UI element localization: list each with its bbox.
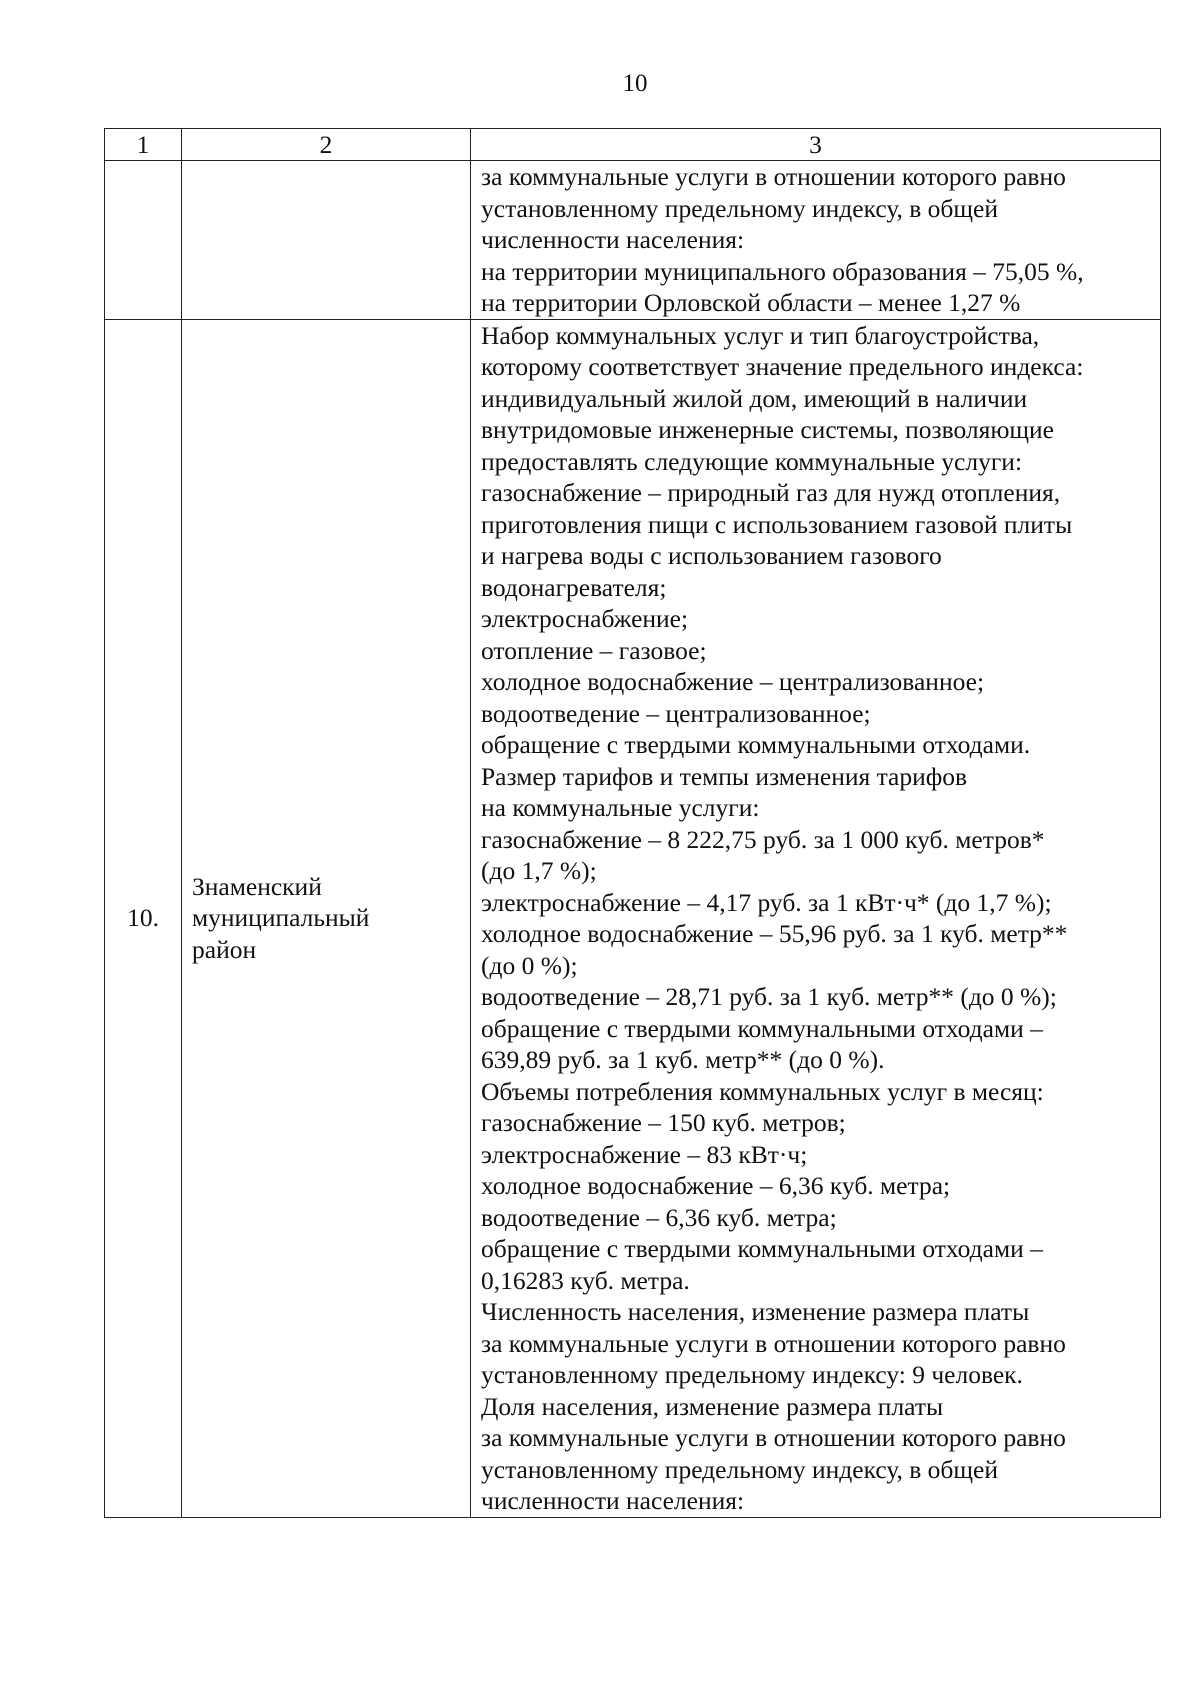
text-line: численности населения:	[481, 225, 745, 254]
tariff-table	[104, 128, 1161, 1518]
text-line: холодное водоснабжение – централизованное;	[481, 667, 985, 696]
text-line: водоотведение – 6,36 куб. метра;	[481, 1202, 837, 1232]
table-header-row	[105, 129, 1161, 161]
municipality-name-line: район	[192, 934, 257, 964]
row-text-cell	[471, 319, 1161, 1517]
text-line: газоснабжение – 150 куб. метров;	[481, 1108, 846, 1137]
text-line: водонагревателя;	[481, 572, 667, 602]
text-line: установленному предельному индексу: 9 человек.	[481, 1360, 1023, 1389]
text-line: за коммунальные услуги в отношении которого равно	[481, 162, 1066, 191]
text-line: обращение с твердыми коммунальными отходами.	[481, 730, 1031, 759]
text-line: электроснабжение – 4,17 руб. за 1 кВт·ч* (до 1,7 %);	[481, 887, 1052, 917]
text-line: электроснабжение – 83 кВт·ч;	[481, 1139, 808, 1169]
text-line: газоснабжение – 8 222,75 руб. за 1 000 куб. метров*	[481, 824, 1045, 854]
header-col-1: 1	[105, 129, 182, 161]
text-line: Доля населения, изменение размера платы	[481, 1391, 944, 1421]
text-line: электроснабжение;	[481, 604, 689, 633]
text-line: индивидуальный жилой дом, имеющий в наличии	[481, 383, 1028, 413]
text-line: предоставлять следующие коммунальные услуги:	[481, 446, 1023, 476]
text-line: внутридомовые инженерные системы, позволяющие	[481, 415, 1054, 444]
text-line: за коммунальные услуги в отношении которого равно	[481, 1423, 1066, 1452]
text-line: (до 0 %);	[481, 950, 578, 980]
continuation-name-cell	[182, 161, 471, 320]
text-line: обращение с твердыми коммунальными отходами –	[481, 1234, 1043, 1263]
text-line: установленному предельному индексу, в общей	[481, 1454, 999, 1484]
table-row-10	[105, 319, 1161, 1517]
text-line: установленному предельному индексу, в общей	[481, 193, 999, 223]
text-line: отопление – газовое;	[481, 635, 707, 665]
text-line: численности населения:	[481, 1486, 745, 1515]
text-line: на территории муниципального образования – 75,05 %,	[481, 256, 1084, 286]
text-line: Объемы потребления коммунальных услуг в месяц:	[481, 1076, 1044, 1106]
text-line: Размер тарифов и темпы изменения тарифов	[481, 761, 968, 791]
text-line: водоотведение – централизованное;	[481, 698, 871, 728]
text-line: газоснабжение – природный газ для нужд отопления,	[481, 478, 1061, 507]
text-line: (до 1,7 %);	[481, 856, 597, 885]
header-col-3: 3	[471, 129, 1161, 161]
text-line: 639,89 руб. за 1 куб. метр** (до 0 %).	[481, 1045, 885, 1074]
text-line: и нагрева воды с использованием газового	[481, 541, 942, 570]
municipality-name-line: Знаменский	[192, 871, 322, 901]
continuation-number-cell	[105, 161, 182, 320]
text-line: за коммунальные услуги в отношении которого равно	[481, 1328, 1066, 1358]
continuation-text-cell	[471, 161, 1161, 320]
municipality-name-cell	[182, 319, 471, 1517]
text-line: холодное водоснабжение – 6,36 куб. метра;	[481, 1171, 951, 1200]
header-col-2: 2	[182, 129, 471, 161]
municipality-name-line: муниципальный	[192, 903, 370, 933]
text-line: холодное водоснабжение – 55,96 руб. за 1 куб. метр**	[481, 919, 1068, 948]
text-line: Набор коммунальных услуг и тип благоустройства,	[481, 320, 1040, 350]
text-line: 0,16283 куб. метра.	[481, 1265, 690, 1295]
text-line: которому соответствует значение предельного индекса:	[481, 352, 1084, 381]
page-number: 10	[622, 70, 648, 97]
text-line: водоотведение – 28,71 руб. за 1 куб. метр** (до 0 %);	[481, 982, 1057, 1011]
text-line: Численность населения, изменение размера платы	[481, 1297, 1030, 1326]
row-number-cell: 10.	[105, 319, 182, 1517]
text-line: на коммунальные услуги:	[481, 793, 760, 822]
text-line: на территории Орловской области – менее 1,27 %	[481, 288, 1021, 317]
text-line: обращение с твердыми коммунальными отходами –	[481, 1013, 1043, 1043]
text-line: приготовления пищи с использованием газовой плиты	[481, 509, 1073, 539]
continuation-row	[105, 161, 1161, 320]
